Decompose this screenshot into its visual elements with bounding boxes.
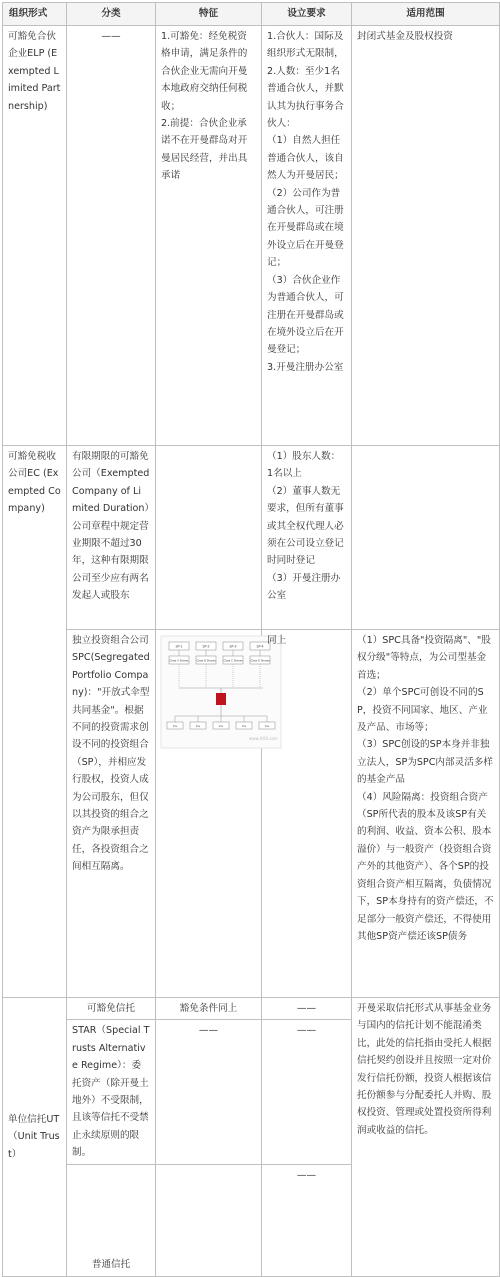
ec-req-3: （3）开曼注册办公室 (267, 572, 341, 602)
header-form: 组织形式 (3, 3, 67, 26)
table-row-spc (3, 630, 500, 998)
table-row-ec (3, 446, 500, 630)
elp-req-6: 3.开曼注册办公室 (267, 361, 344, 373)
investor-label: Inv (195, 724, 201, 728)
elp-feature-1: 1.可豁免：经免税资格申请，满足条件的合伙企业无需向开曼本地政府交纳任何税收； (161, 31, 248, 112)
table-row-elp (3, 26, 500, 446)
header-scope: 适用范围 (352, 3, 500, 26)
ut-star-features: —— (156, 1020, 262, 1164)
elp-feature-2: 2.前提：合伙企业承诺不在开曼群岛对开曼居民经营，并出具承诺 (161, 118, 248, 182)
sp-box-label: SP-4 (256, 644, 264, 649)
elp-req-3: （1）自然人担任普通合伙人，该自然人为开曼居民； (267, 135, 344, 182)
spc-scope (352, 630, 500, 998)
ut-star-requirements: —— (262, 1020, 352, 1164)
ut-star-category: STAR（Special Trusts Alternative Regime）：委托资产（除开曼土地外）不受限制，且该等信托不受禁止永续原则的限制。 (67, 1020, 156, 1164)
ut-exempt-requirements: —— (262, 998, 352, 1020)
elp-req-1: 1.合伙人：国际及组织形式无限制， (267, 31, 344, 60)
fund-structure-table (2, 2, 500, 1277)
elp-req-2: 2.人数：至少1名普通合伙人，并默认其为执行事务合伙人： (267, 65, 344, 130)
investor-label: Inv (264, 724, 270, 728)
investor-label: Inv (172, 724, 178, 728)
spc-scope-1: （1）SPC具备"投资隔离"、"股权分级"等特点，为公司型基金首选； (357, 635, 491, 681)
table-row-ut-exempt (3, 998, 500, 1020)
ec-features (156, 446, 262, 630)
spc-scope-4: （4）风险隔离：投资组合资产（SP所代表的股本及该SP有关的利润、收益、资本公积、股本溢价）与一般资产（投资组合资产外的其他资产）、各个SP的投资组合资产相互隔离，负债情况下，SP本身持有的资产偿还，不足部分一般资产偿还，不得使用其他SP资产偿还该SP债务 (357, 791, 494, 942)
ec-form: 可豁免税收公司EC (Exempted Company) (3, 446, 67, 998)
spc-scope-2: （2）单个SPC可创设不同的SP，投资不同国家、地区、产业及产品、市场等； (357, 687, 488, 734)
elp-req-5: （3）合伙企业作为普通合伙人，可注册在开曼群岛或在境外设立后在开曼登记； (267, 274, 344, 356)
elp-req-4: （2）公司作为普通合伙人，可注册在开曼群岛或在境外设立后在开曼登记； (267, 187, 344, 269)
header-features: 特征 (156, 3, 262, 26)
ec-req-2: （2）董事人数无要求，但所有董事或其全权代理人必须在公司设立登记时同时登记 (267, 485, 344, 567)
spc-category: 独立投资组合公司SPC(SegregatedPortfolio Company)："开放式伞型共同基金"。根据不同的投资需求创设不同的投资组合（SP），并相应发行股权，投资人成为公司股东，但仅以其投资的组合之资产为限承担责任，各投资组合之间相互隔离。 (67, 630, 156, 998)
ut-form: 单位信托UT（Unit Trust） (3, 998, 67, 1277)
share-class-label: Class C Shares (223, 659, 243, 663)
ec-requirements (262, 446, 352, 630)
table-header-row (3, 3, 500, 26)
header-requirements: 设立要求 (262, 3, 352, 26)
diagram-watermark: www.XXX.com (249, 736, 278, 741)
spc-scope-3: （3）SPC创设的SP本身并非独立法人，SP为SPC内部灵活多样的基金产品 (357, 739, 493, 786)
ut-ordinary-category: 普通信托 (67, 1164, 156, 1276)
share-class-label: Class B Shares (196, 659, 216, 663)
ut-scope: 开曼采取信托形式从事基金业务与国内的信托计划不能混淆类比，此处的信托指由受托人根据信托契约创设并且按照一定对价发行信托份额，投资人根据该信托份额参与分配委托人并购、股权投资、管理或处置投资所得利润或收益的信托。 (352, 998, 500, 1277)
ut-ordinary-features (156, 1164, 262, 1276)
sp-box-label: SP-1 (175, 644, 183, 649)
ec-scope (352, 446, 500, 630)
elp-category: —— (67, 26, 156, 446)
sp-box-label: SP-2 (202, 644, 210, 649)
ec-category: 有限期限的可豁免公司（Exempted Company of Limited Duration）公司章程中规定营业期限不超过30年，这种有限期限公司至少应有两名发起人或股东 (67, 446, 156, 630)
investor-label: Inv (241, 724, 247, 728)
sp-box-label: SP-3 (229, 644, 237, 649)
share-class-label: Class A Shares (169, 659, 189, 663)
ut-exempt-category: 可豁免信托 (67, 998, 156, 1020)
spc-core-box (216, 693, 226, 705)
share-class-label: Class D Shares (250, 659, 270, 663)
ut-ordinary-requirements: —— (262, 1164, 352, 1276)
spc-requirements: 同上 (262, 630, 352, 998)
ut-exempt-features: 豁免条件同上 (156, 998, 262, 1020)
ec-req-1: （1）股东人数：1名以上 (267, 451, 341, 480)
header-category: 分类 (67, 3, 156, 26)
spc-structure-diagram (161, 636, 281, 748)
elp-requirements (262, 26, 352, 446)
investor-label: Inv (218, 724, 224, 728)
elp-features (156, 26, 262, 446)
elp-form: 可豁免合伙企业ELP (Exempted Limited Partnership) (3, 26, 67, 446)
elp-scope: 封闭式基金及股权投资 (352, 26, 500, 446)
